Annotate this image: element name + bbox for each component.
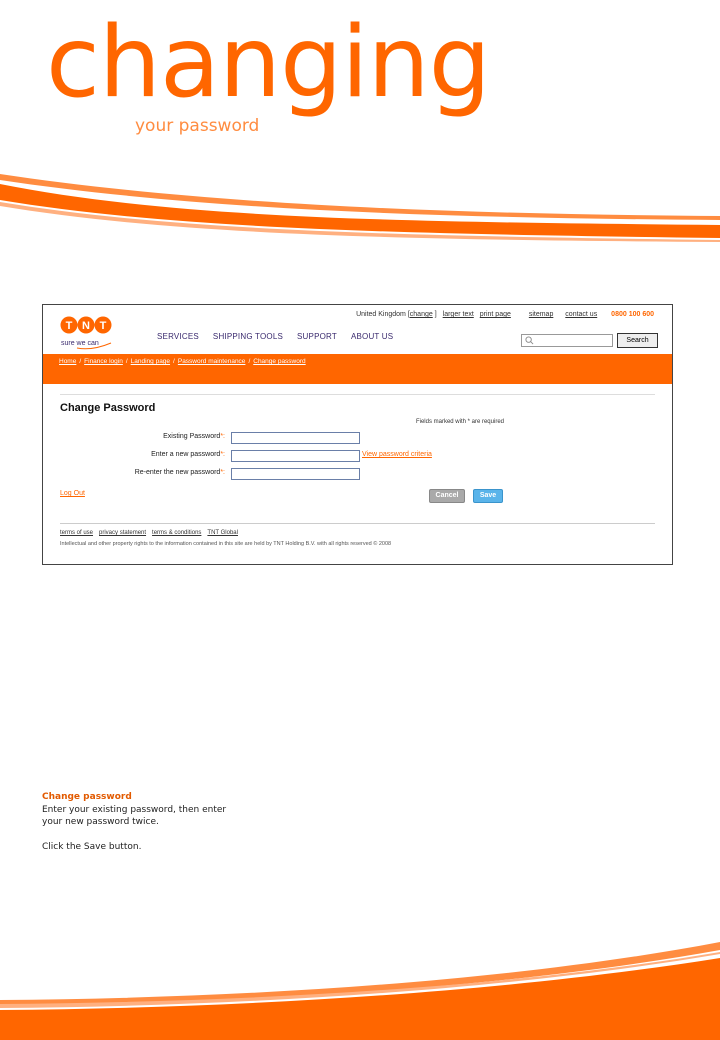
- nav-support[interactable]: SUPPORT: [297, 332, 337, 341]
- terms-conditions-link[interactable]: terms & conditions: [152, 530, 202, 536]
- new-password-label: Enter a new password*:: [151, 451, 225, 458]
- svg-text:sure we can: sure we can: [61, 340, 99, 347]
- confirm-password-label: Re-enter the new password*:: [134, 469, 225, 476]
- copyright-text: Intellectual and other property rights to the information contained in this site are held by TNT Holding B.V. with all rights reserved © 2008: [60, 541, 392, 547]
- tnt-global-link[interactable]: TNT Global: [207, 530, 238, 536]
- form-title: Change Password: [60, 402, 156, 414]
- sitemap-link[interactable]: sitemap: [528, 311, 554, 318]
- nav-services[interactable]: SERVICES: [157, 332, 199, 341]
- footer-links: [60, 530, 244, 536]
- password-criteria-link[interactable]: View password criteria: [362, 451, 432, 458]
- svg-text:T: T: [99, 320, 107, 332]
- existing-password-label: Existing Password*:: [163, 433, 225, 440]
- breadcrumb-finance-login[interactable]: Finance login: [84, 358, 123, 365]
- page-title: changing: [46, 6, 490, 120]
- svg-text:T: T: [65, 320, 73, 332]
- required-note: Fields marked with * are required: [415, 419, 504, 425]
- caption-line-3: Click the Save button.: [42, 841, 142, 852]
- caption-title: Change password: [42, 792, 132, 802]
- nav-shipping-tools[interactable]: SHIPPING TOOLS: [212, 332, 284, 341]
- breadcrumb-landing-page[interactable]: Landing page: [130, 358, 171, 365]
- breadcrumb-home[interactable]: Home: [59, 358, 77, 365]
- caption-line-1: Enter your existing password, then enter: [42, 804, 227, 815]
- top-swoosh-decoration: [0, 170, 720, 245]
- main-nav: [157, 332, 407, 341]
- nav-about-us[interactable]: ABOUT US: [350, 332, 394, 341]
- contact-us-link[interactable]: contact us: [565, 311, 598, 318]
- country-bracket: ]: [434, 311, 437, 318]
- tnt-logo: [59, 315, 115, 351]
- divider: [60, 394, 655, 395]
- search-icon: [525, 336, 534, 345]
- search-input[interactable]: [521, 334, 613, 347]
- confirm-password-field[interactable]: [231, 468, 360, 480]
- existing-password-field[interactable]: [231, 432, 360, 444]
- cancel-button[interactable]: Cancel: [429, 489, 465, 503]
- bottom-swoosh-decoration: [0, 940, 720, 1040]
- save-button[interactable]: Save: [473, 489, 503, 503]
- breadcrumb-change-password[interactable]: Change password: [253, 358, 306, 365]
- website-screenshot: [42, 304, 673, 565]
- phone-number: 0800 100 600: [611, 311, 654, 318]
- caption-line-2: your new password twice.: [42, 817, 159, 827]
- change-country-link[interactable]: change: [409, 311, 433, 318]
- utility-links: [356, 311, 654, 318]
- larger-text-link[interactable]: larger text: [442, 311, 474, 318]
- instructions-caption: [42, 791, 242, 853]
- search-button[interactable]: Search: [617, 333, 658, 348]
- country-label: United Kingdom [: [356, 311, 410, 318]
- breadcrumb-bar: [43, 354, 672, 384]
- terms-of-use-link[interactable]: terms of use: [60, 530, 94, 536]
- logout-link[interactable]: Log Out: [60, 490, 85, 497]
- breadcrumb: Home / Finance login / Landing page / Password maintenance / Change password: [59, 358, 306, 365]
- breadcrumb-password-maintenance[interactable]: Password maintenance: [177, 358, 246, 365]
- new-password-field[interactable]: [231, 450, 360, 462]
- privacy-statement-link[interactable]: privacy statement: [99, 530, 147, 536]
- page-subtitle: your password: [135, 116, 260, 136]
- print-page-link[interactable]: print page: [479, 311, 511, 318]
- svg-text:N: N: [82, 320, 90, 332]
- footer-divider: [60, 523, 655, 524]
